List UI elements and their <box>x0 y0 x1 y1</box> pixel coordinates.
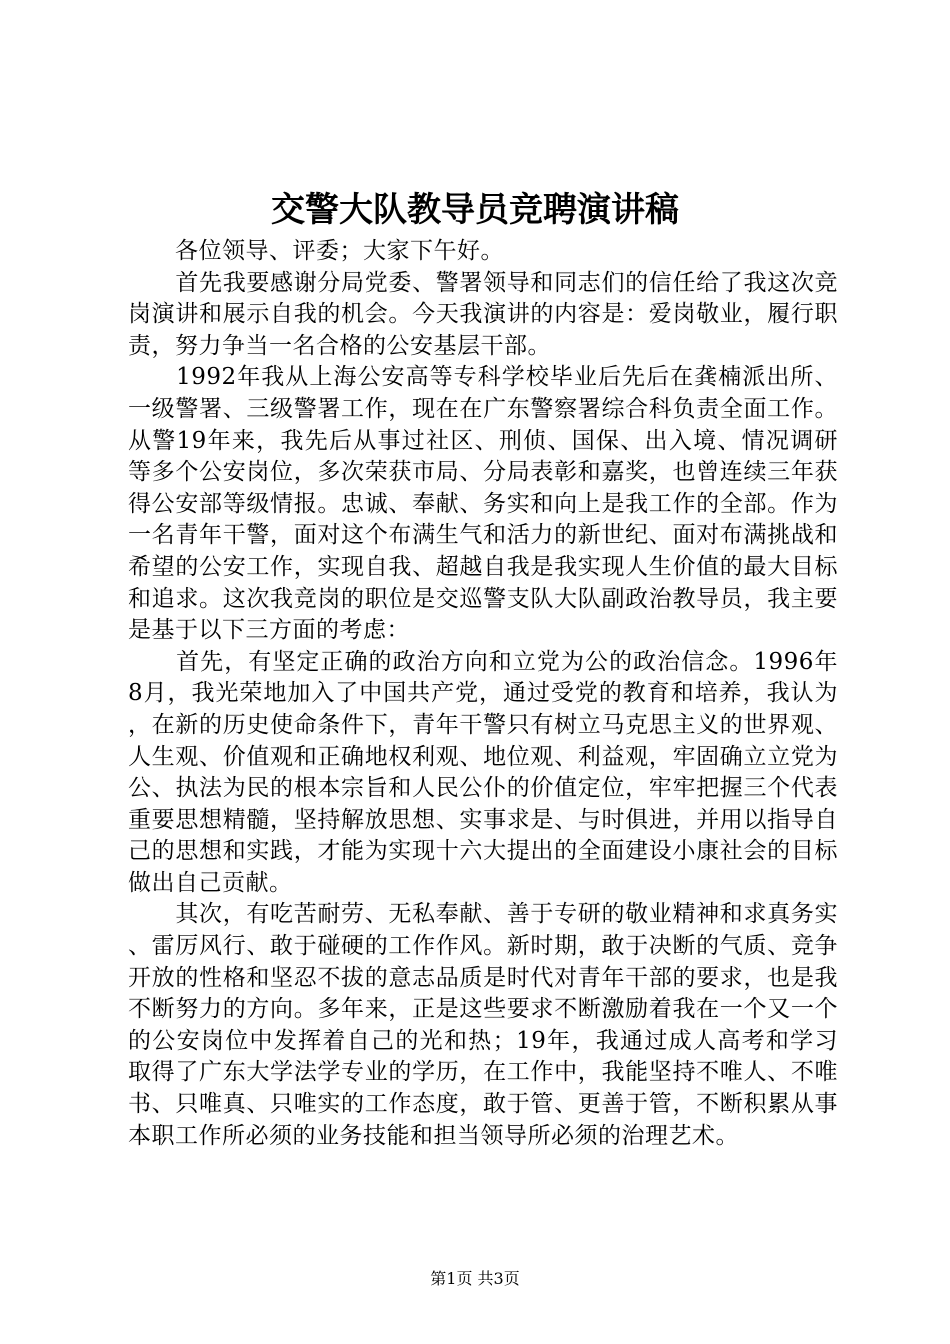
page-footer: 第1页 共3页 <box>430 1269 520 1288</box>
document-body <box>128 236 838 1152</box>
paragraph-intro: 首先我要感谢分局党委、警署领导和同志们的信任给了我这次竞岗演讲和展示自我的机会。今天我演讲的内容是：爱岗敬业，履行职责，努力争当一名合格的公安基层干部。 <box>128 269 838 359</box>
document-title: 交警大队教导员竞聘演讲稿 <box>271 190 679 230</box>
paragraph-second-point: 其次，有吃苦耐劳、无私奉献、善于专研的敬业精神和求真务实、雷厉风行、敢于碰硬的工作作风。新时期，敢于决断的气质、竞争开放的性格和坚忍不拔的意志品质是时代对青年干部的要求，也是我不断努力的方向。多年来，正是这些要求不断激励着我在一个又一个的公安岗位中发挥着自己的光和热；19年，我通过成人高考和学习取得了广东大学法学专业的学历，在工作中，我能坚持不唯人、不唯书、只唯真、只唯实的工作态度，敢于管、更善于管，不断积累从事本职工作所必须的业务技能和担当领导所必须的治理艺术。 <box>128 901 838 1149</box>
paragraph-background: 1992年我从上海公安高等专科学校毕业后先后在龚楠派出所、一级警署、三级警署工作，现在在广东警察署综合科负责全面工作。从警19年来，我先后从事过社区、刑侦、国保、出入境、情况调研等多个公安岗位，多次荣获市局、分局表彰和嘉奖，也曾连续三年获得公安部等级情报。忠诚、奉献、务实和向上是我工作的全部。作为一名青年干警，面对这个布满生气和活力的新世纪、面对布满挑战和希望的公安工作，实现自我、超越自我是我实现人生价值的最大目标和追求。这次我竞岗的职位是交巡警支队大队副政治教导员，我主要是基于以下三方面的考虑： <box>128 364 838 644</box>
paragraph-first-point: 首先，有坚定正确的政治方向和立党为公的政治信念。1996年8月，我光荣地加入了中国共产党，通过受党的教育和培养，我认为，在新的历史使命条件下，青年干警只有树立马克思主义的世界观、人生观、价值观和正确地权利观、地位观、利益观，牢固确立立党为公、执法为民的根本宗旨和人民公仆的价值定位，牢牢把握三个代表重要思想精髓，坚持解放思想、实事求是、与时俱进，并用以指导自己的思想和实践，才能为实现十六大提出的全面建设小康社会的目标做出自己贡献。 <box>128 648 838 896</box>
paragraph-greeting: 各位领导、评委；大家下午好。 <box>128 238 504 264</box>
